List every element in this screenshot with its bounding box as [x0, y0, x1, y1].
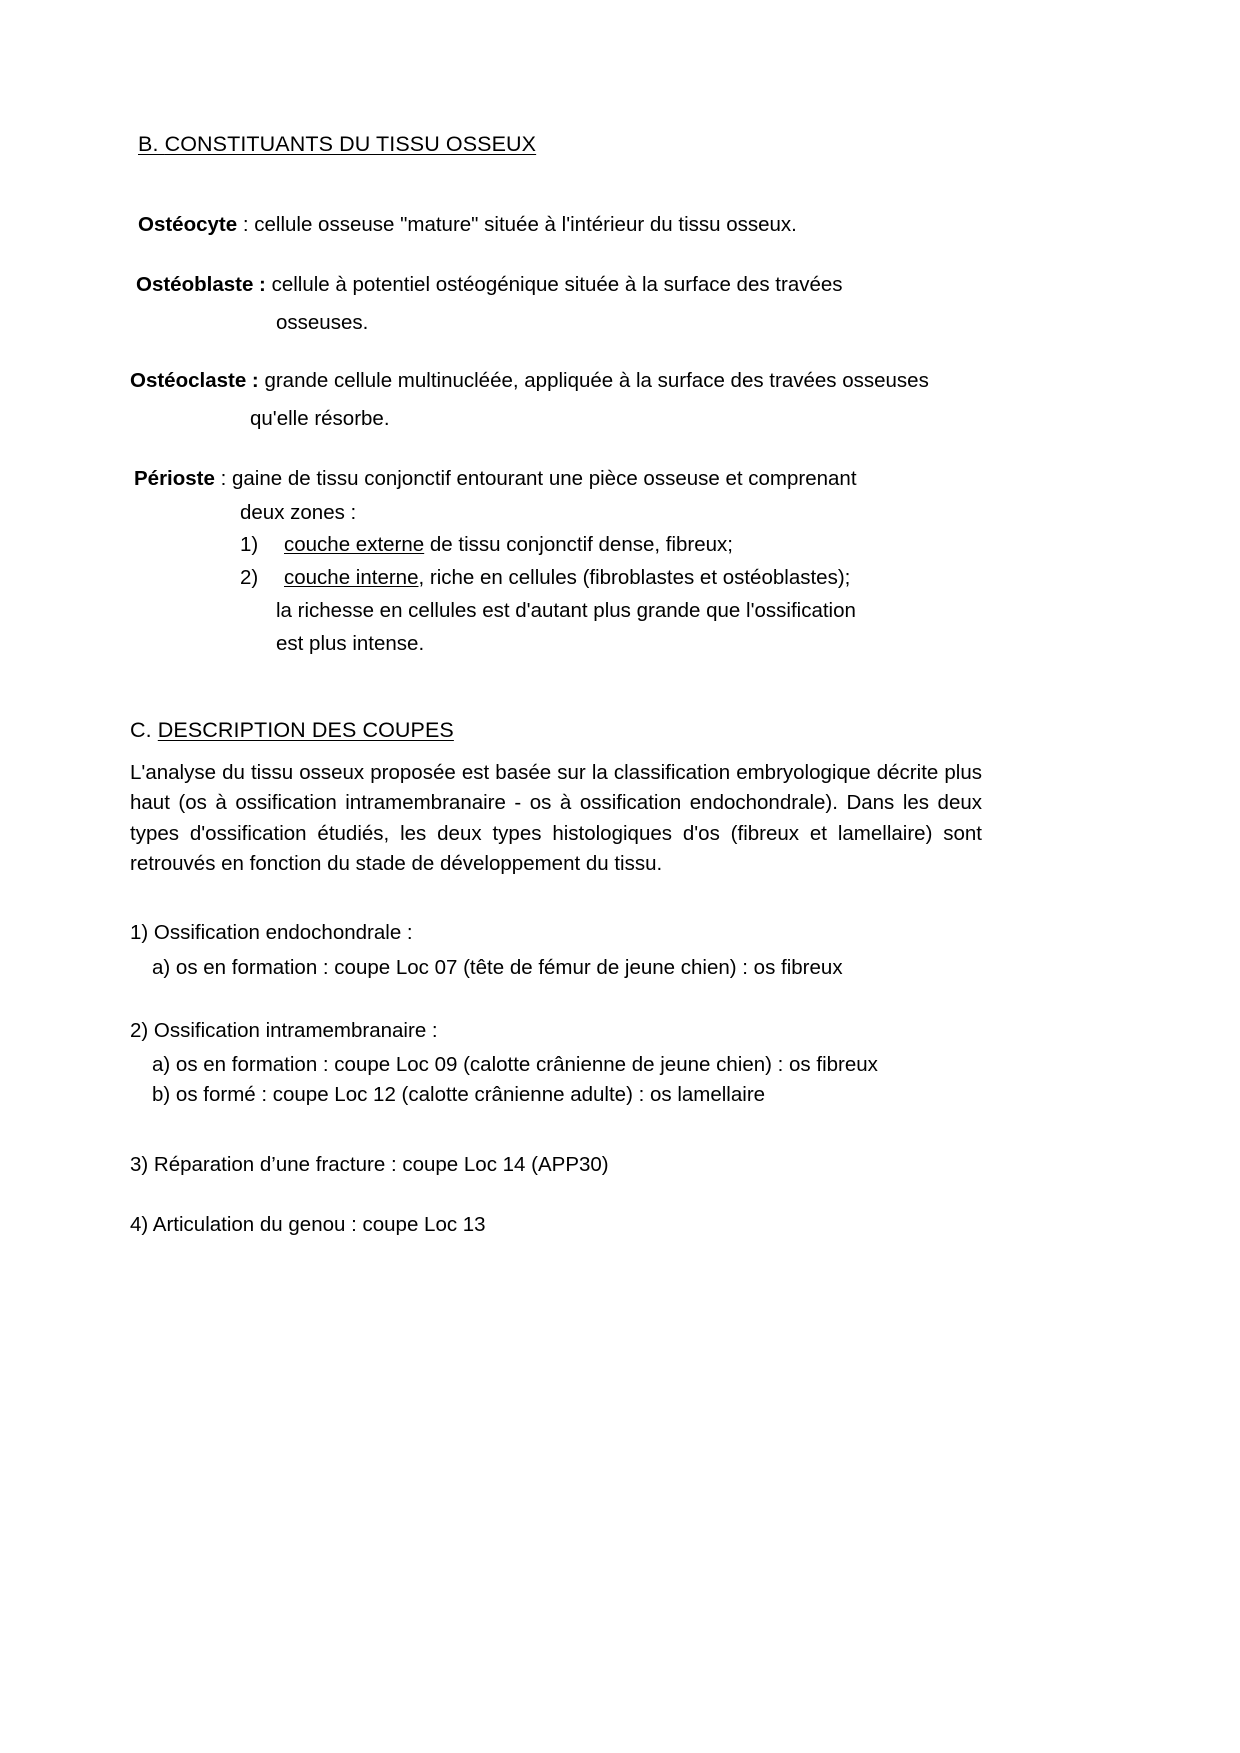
coupes-item-2-sub-b-text: b) os formé : coupe Loc 12 (calotte crânienne adulte) : os lamellaire	[152, 1083, 766, 1106]
perioste-list-item-2	[240, 565, 850, 591]
definition-osteoclaste-line2	[250, 406, 390, 432]
perioste-continuation-text-2: est plus intense.	[276, 632, 425, 655]
perioste-list-number-1: 1)	[240, 533, 259, 556]
definition-term-osteoblaste: Ostéoblaste :	[136, 273, 266, 296]
perioste-list-underlined-1: couche externe	[284, 533, 425, 556]
definition-text-perioste-2: deux zones :	[240, 501, 357, 524]
coupes-item-4	[130, 1212, 486, 1238]
perioste-list-rest-2: , riche en cellules (fibroblastes et ostéoblastes);	[418, 566, 851, 589]
definition-perioste	[134, 466, 857, 492]
definition-separator-osteocyte: :	[237, 213, 255, 236]
coupes-item-3-label: 3) Réparation d’une fracture : coupe Loc 14 (APP30)	[130, 1153, 609, 1176]
perioste-list-item-1	[240, 532, 733, 558]
definition-term-perioste: Périoste	[134, 467, 215, 490]
definition-text-osteocyte: cellule osseuse "mature" située à l'intérieur du tissu osseux.	[254, 213, 797, 236]
coupes-item-1-sub-a-text: a) os en formation : coupe Loc 07 (tête de fémur de jeune chien) : os fibreux	[152, 956, 843, 979]
definition-text-perioste: gaine de tissu conjonctif entourant une pièce osseuse et comprenant	[232, 467, 857, 490]
definition-text-osteoclaste: grande cellule multinucléée, appliquée à la surface des travées osseuses	[264, 369, 929, 392]
definition-term-osteoclaste: Ostéoclaste :	[130, 369, 259, 392]
perioste-continuation-line-2	[276, 631, 424, 657]
section-b-heading-prefix: B.	[138, 132, 165, 156]
coupes-item-2-sub-a-text: a) os en formation : coupe Loc 09 (calotte crânienne de jeune chien) : os fibreux	[152, 1053, 878, 1076]
definition-osteocyte	[138, 212, 797, 238]
coupes-item-1-sub-a	[152, 955, 843, 981]
section-c-heading-prefix: C.	[130, 718, 158, 742]
coupes-item-2-sub-a	[152, 1052, 878, 1078]
definition-perioste-line2	[240, 500, 356, 526]
section-b-heading	[138, 132, 536, 158]
perioste-list-number-2: 2)	[240, 566, 259, 589]
coupes-item-1	[130, 920, 413, 946]
perioste-continuation-line-1	[276, 598, 856, 624]
section-c-heading	[130, 718, 454, 744]
definition-term-osteocyte: Ostéocyte	[138, 213, 238, 236]
perioste-list-underlined-2: couche interne	[284, 566, 419, 589]
section-b-heading-text: CONSTITUANTS DU TISSU OSSEUX	[164, 132, 537, 156]
section-c-paragraph	[130, 758, 982, 879]
section-c-paragraph-text: L'analyse du tissu osseux proposée est basée sur la classification embryologique décrite plus haut (os à ossification intramembranaire - os à ossification endochondrale). Dans les deux types d'ossification étudiés, les deux types histologiques d'os (fibreux et lamellaire) sont retrouvés en fonction du stade de développement du tissu.	[130, 761, 982, 875]
definition-osteoblaste-line2	[276, 310, 368, 336]
definition-text-osteoblaste: cellule à potentiel ostéogénique située à la surface des travées	[271, 273, 843, 296]
definition-text-osteoclaste-2: qu'elle résorbe.	[250, 407, 390, 430]
coupes-item-4-label: 4) Articulation du genou : coupe Loc 13	[130, 1213, 486, 1236]
perioste-continuation-text-1: la richesse en cellules est d'autant plus grande que l'ossification	[276, 599, 856, 622]
perioste-list-rest-1: de tissu conjonctif dense, fibreux;	[424, 533, 733, 556]
section-c-heading-text: DESCRIPTION DES COUPES	[157, 718, 454, 742]
definition-text-osteoblaste-2: osseuses.	[276, 311, 369, 334]
coupes-item-2-label: 2) Ossification intramembranaire :	[130, 1019, 438, 1042]
coupes-item-2-sub-b	[152, 1082, 765, 1108]
definition-separator-perioste: :	[214, 467, 232, 490]
definition-osteoblaste	[136, 272, 843, 298]
coupes-item-1-label: 1) Ossification endochondrale :	[130, 921, 413, 944]
definition-osteoclaste	[130, 368, 929, 394]
coupes-item-2	[130, 1018, 438, 1044]
coupes-item-3	[130, 1152, 609, 1178]
